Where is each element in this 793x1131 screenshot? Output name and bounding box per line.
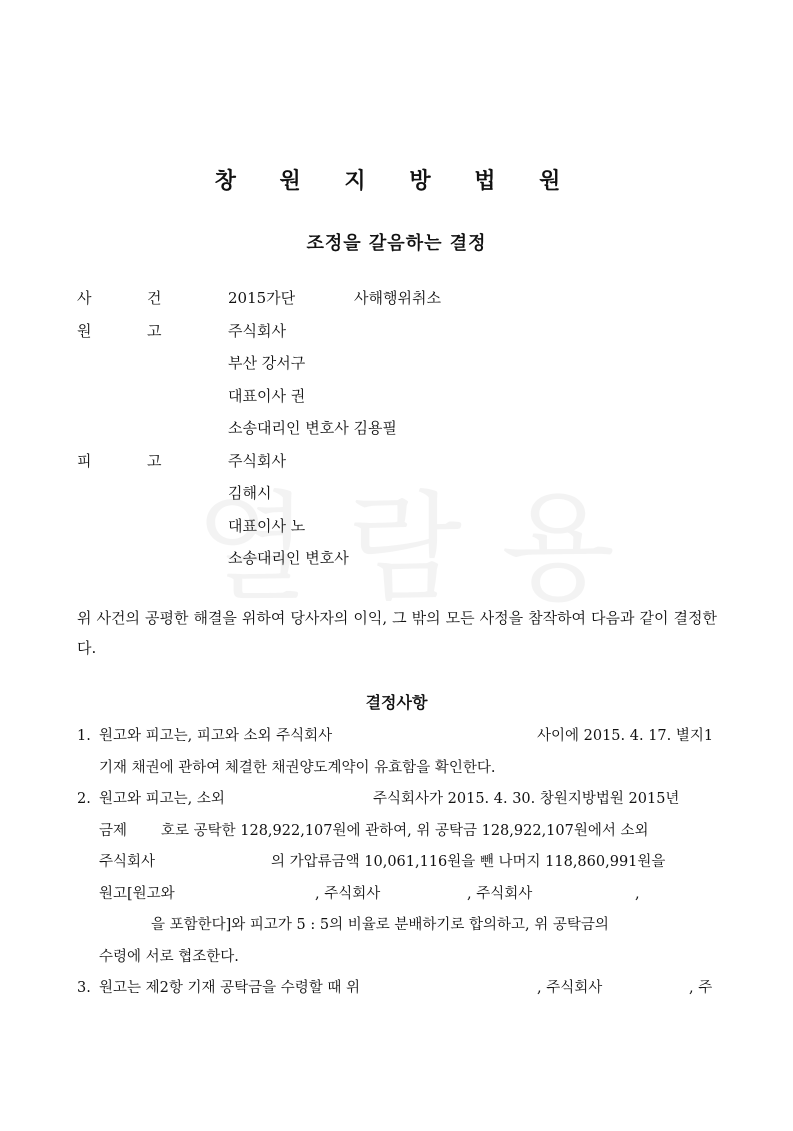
item-text: 호로 공탁한 128,922,107원에 관하여, 위 공탁금 128,922,107원에서 소외: [161, 822, 649, 839]
defendant-row: [77, 514, 717, 547]
item-number: 1.: [77, 728, 91, 744]
defendant-label-2: 고: [147, 451, 162, 470]
item-text: 주식회사: [99, 854, 156, 870]
plaintiff-label-2: 고: [147, 321, 162, 340]
plaintiff-label-1: 원: [77, 321, 92, 340]
item-text: 사이에 2015. 4. 17. 별지1: [537, 728, 714, 744]
item-line: [99, 847, 717, 879]
defendant-line: 주식회사: [228, 451, 286, 470]
item-line: [99, 784, 717, 816]
item-text: 주식회사가 2015. 4. 30. 창원지방법원 2015년: [373, 791, 680, 807]
case-number: 2015가단: [228, 289, 296, 307]
plaintiff-row: [77, 416, 717, 449]
item-text: ,: [635, 885, 640, 902]
document-title: 조정을 갈음하는 결정: [306, 233, 487, 254]
item-text: 원고와 피고는, 소외: [99, 791, 225, 807]
item-line: [99, 910, 717, 942]
plaintiff-line: 주식회사: [228, 321, 286, 340]
item-text: 기재 채권에 관하여 체결한 채권양도계약이 유효함을 확인한다.: [99, 759, 496, 776]
plaintiff-row: [77, 384, 717, 417]
plaintiff-line: 대표이사 권: [228, 386, 306, 405]
item-number: 2.: [77, 791, 91, 807]
defendant-label-1: 피: [77, 451, 92, 470]
defendant-row: [77, 481, 717, 514]
item-text: 원고는 제2항 기재 공탁금을 수령할 때 위: [99, 980, 360, 996]
item-text: 금제: [99, 822, 128, 839]
case-label-2: 건: [147, 289, 162, 307]
section-title: 결정사항: [365, 693, 428, 712]
defendant-line: 소송대리인 변호사: [228, 549, 349, 567]
case-row: [77, 286, 717, 319]
defendant-line: 대표이사 노: [228, 516, 306, 535]
item-line: [99, 721, 717, 753]
item-line: [99, 816, 717, 848]
item-text: , 주식회사: [467, 885, 533, 902]
item-text: 원고와 피고는, 피고와 소외 주식회사: [99, 728, 333, 744]
case-label-1: 사: [77, 289, 92, 307]
item-text: , 주식회사: [537, 980, 603, 996]
item-text: 의 가압류금액 10,061,116원을 뺀 나머지 118,860,991원을: [271, 854, 666, 870]
decision-item-1: [77, 721, 717, 784]
item-text: 수령에 서로 협조한다.: [99, 948, 239, 965]
decision-item-2: [77, 784, 717, 973]
item-text: 원고[원고와: [99, 885, 175, 902]
plaintiff-line: 소송대리인 변호사 김용필: [228, 419, 397, 437]
defendant-line: 김해시: [228, 484, 272, 502]
item-number: 3.: [77, 980, 91, 996]
parties-block: [77, 286, 717, 579]
item-line: [99, 973, 717, 1005]
defendant-row: [77, 449, 717, 482]
defendant-row: [77, 546, 717, 579]
plaintiff-row: [77, 319, 717, 352]
intro-paragraph: 위 사건의 공평한 해결을 위하여 당사자의 이익, 그 밖의 모든 사정을 참작하여 다음과 같이 결정한다.: [77, 609, 717, 657]
case-name: 사해행위취소: [354, 289, 441, 307]
item-text: 을 포함한다]와 피고가 5 : 5의 비율로 분배하기로 합의하고, 위 공탁금의: [151, 917, 609, 933]
decision-items: [77, 721, 717, 1005]
item-text: , 주식회사: [315, 885, 381, 902]
item-line: [99, 753, 717, 785]
decision-item-3: [77, 973, 717, 1005]
item-text: , 주: [689, 980, 713, 996]
item-line: [99, 879, 717, 911]
item-line: [99, 942, 717, 974]
court-name: 창 원 지 방 법 원: [214, 169, 579, 194]
plaintiff-row: [77, 351, 717, 384]
plaintiff-line: 부산 강서구: [228, 354, 306, 372]
